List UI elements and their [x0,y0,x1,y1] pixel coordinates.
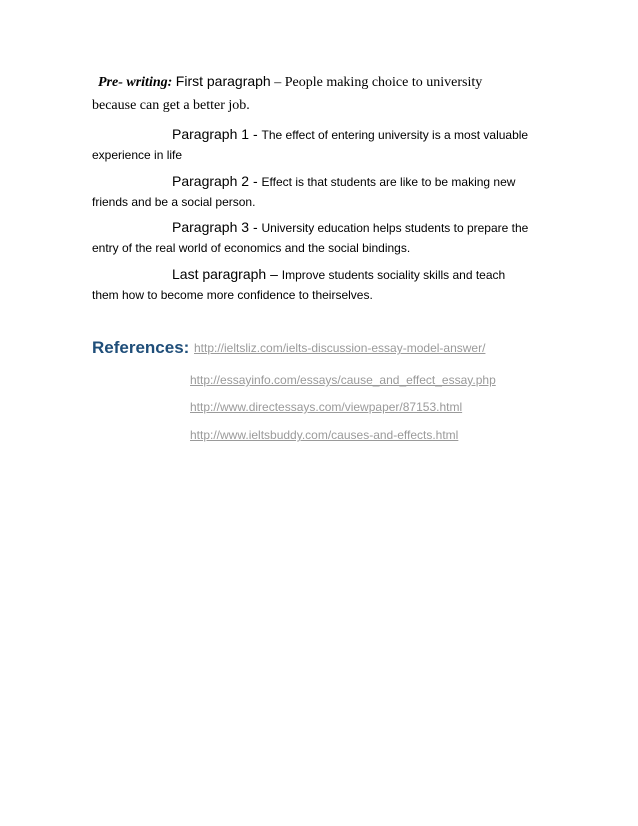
paragraph-1-text: The effect of entering university is a most valuable [261,128,529,142]
last-paragraph-continuation: them how to become more confidence to theirselves. [92,288,373,302]
prewriting-continuation: because can get a better job. [92,98,250,113]
reference-link-ieltsbuddy[interactable]: http://www.ieltsbuddy.com/causes-and-effects.html [190,428,459,442]
paragraph-1-dash: - [252,126,258,142]
paragraph-1-line [172,126,528,142]
reference-link-directessays[interactable]: http://www.directessays.com/viewpaper/87153.html [190,400,463,414]
paragraph-3-heading: Paragraph 3 [172,219,250,235]
reference-link-essayinfo[interactable]: http://essayinfo.com/essays/cause_and_effect_essay.php [190,373,496,387]
prewriting-line [98,73,482,91]
paragraph-2-line [172,173,515,189]
last-paragraph-line [172,266,505,282]
paragraph-3-text: University education helps students to prepare the [261,221,529,235]
prewriting-heading: First paragraph [175,73,271,89]
paragraph-2-continuation: friends and be a social person. [92,195,256,209]
paragraph-1-continuation: experience in life [92,148,183,162]
paragraph-2-heading: Paragraph 2 [172,173,250,189]
last-paragraph-heading: Last paragraph [172,266,267,282]
prewriting-label: Pre- writing: [98,75,173,90]
paragraph-2-dash: - [252,173,258,189]
paragraph-1-heading: Paragraph 1 [172,126,250,142]
last-paragraph-text: Improve students sociality skills and teach [281,268,506,282]
reference-link-ieltsliz[interactable]: http://ieltsliz.com/ielts-discussion-essay-model-answer/ [194,341,486,355]
paragraph-2-text: Effect is that students are like to be making new [261,175,516,189]
last-paragraph-dash: – [270,266,278,282]
paragraph-3-continuation: entry of the real world of economics and the social bindings. [92,241,411,255]
prewriting-text: – People making choice to university [274,75,483,90]
references-label: References: [92,338,190,357]
paragraph-3-dash: - [252,219,258,235]
paragraph-3-line [172,219,528,235]
